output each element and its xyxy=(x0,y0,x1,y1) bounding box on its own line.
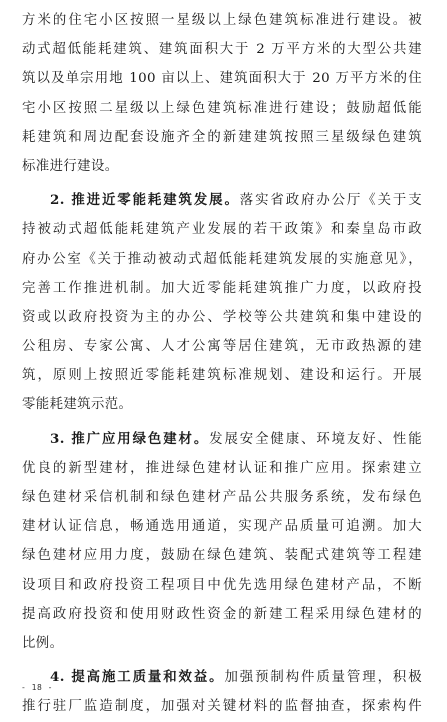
text-line: 设项目和政府投资工程项目中优先选用绿色建材产品，不断 xyxy=(22,577,422,593)
text-line: 资或以政府投资为主的办公、学校等公共建筑和集中建设的 xyxy=(22,309,422,325)
text-run: 加强预制构件质量管理，积极 xyxy=(224,670,423,686)
text-line: 完善工作推进机制。加大近零能耗建筑推广力度，以政府投 xyxy=(22,280,422,296)
text-line: 绿色建材采信机制和绿色建材产品公共服务系统，发布绿色 xyxy=(22,490,422,505)
text-run: 发展安全健康、环境友好、性能 xyxy=(209,431,422,447)
section-heading: 3. 推广应用绿色建材。 xyxy=(50,430,210,447)
text-line: 耗建筑和周边配套设施齐全的新建建筑按照三星级绿色建筑 xyxy=(22,129,422,145)
text-line: 优良的新型建材，推进绿色建材认证和推广应用。探索建立 xyxy=(22,460,422,476)
document-page xyxy=(22,6,422,722)
text-line: 持被动式超低能耗建筑产业发展的若干政策》和秦皇岛市政 xyxy=(22,222,422,238)
text-line: 提高政府投资和使用财政性资金的新建工程采用绿色建材的 xyxy=(22,606,422,622)
text-line: 方米的住宅小区按照一星级以上绿色建筑标准进行建设。被 xyxy=(22,13,422,28)
text-line-first xyxy=(22,663,422,692)
text-line: 筑以及单宗用地 100 亩以上、建筑面积大于 20 万平方米的住 xyxy=(22,71,422,87)
text-line-first xyxy=(22,425,422,454)
text-line: 比例。 xyxy=(22,635,64,651)
paragraph-3 xyxy=(22,425,422,659)
page-number: - 18 - xyxy=(21,683,53,692)
text-line: 宅小区按照二星级以上绿色建筑标准进行建设；鼓励超低能 xyxy=(22,100,422,116)
text-line: 府办公室《关于推动被动式超低能耗建筑发展的实施意见》， xyxy=(22,251,422,267)
paragraph-4 xyxy=(22,663,422,721)
text-line-first xyxy=(22,186,422,215)
text-line: 公租房、专家公寓、人才公寓等居住建筑，无市政热源的建 xyxy=(22,339,422,355)
paragraph-2 xyxy=(22,186,422,420)
section-heading: 4. 提高施工质量和效益。 xyxy=(50,669,225,686)
paragraph-1 xyxy=(22,6,422,181)
text-line: 建材认证信息，畅通选用通道，实现产品质量可追溯。加大 xyxy=(22,519,422,535)
text-line: 绿色建材应用力度，鼓励在绿色建筑、装配式建筑等工程建 xyxy=(22,548,422,564)
text-line: 筑，原则上按照近零能耗建筑标准规划、建设和运行。开展 xyxy=(22,368,422,384)
text-line: 动式超低能耗建筑、建筑面积大于 2 万平方米的大型公共建 xyxy=(22,42,422,58)
text-line: 零能耗建筑示范。 xyxy=(22,397,133,413)
text-run: 落实省政府办公厅《关于支 xyxy=(239,193,422,209)
text-line: 标准进行建设。 xyxy=(22,158,119,174)
text-line: 推行驻厂监造制度，加强对关键材料的监督抽查，探索构件 xyxy=(22,699,422,715)
section-heading: 2. 推进近零能耗建筑发展。 xyxy=(50,192,240,209)
